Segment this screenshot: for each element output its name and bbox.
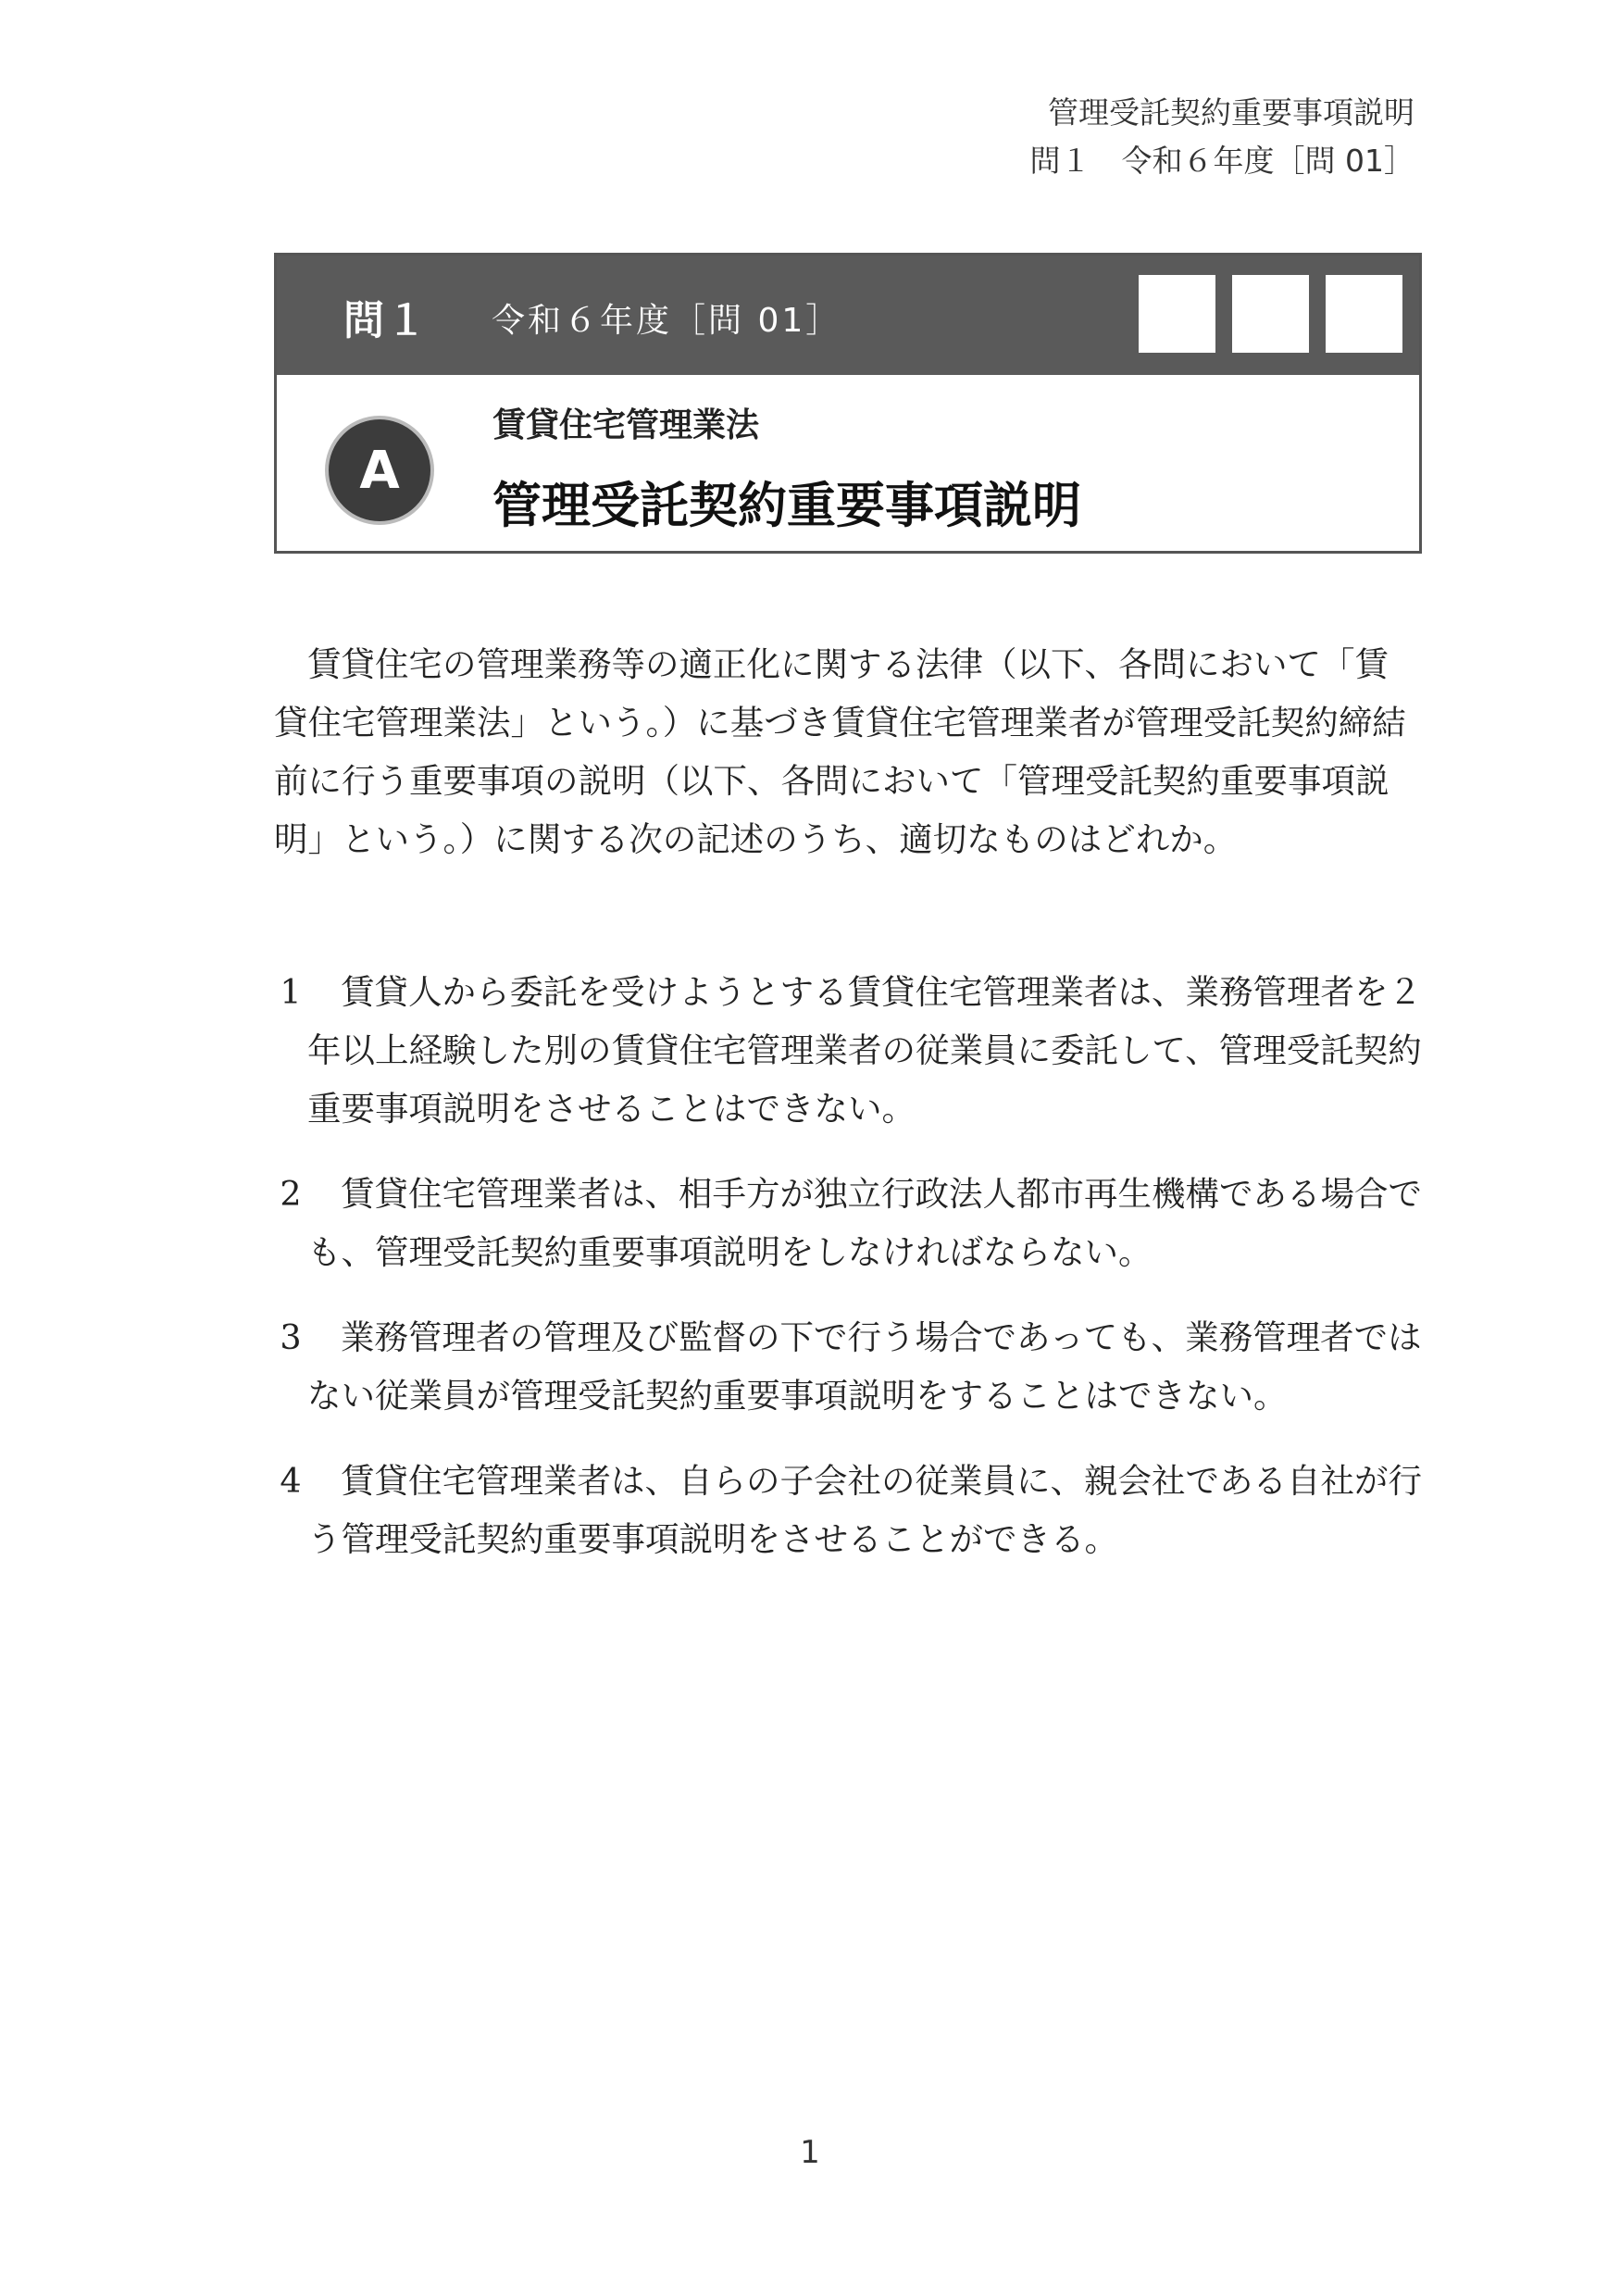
rank-badge: A (325, 416, 434, 525)
question-year: 令和６年度［問 01］ (492, 302, 842, 340)
question-number: 問１ (343, 297, 429, 344)
question-header-box (274, 253, 1422, 554)
choice-text: 賃貸人から委託を受けようとする賃貸住宅管理業者は、業務管理者を２年以上経験した別の賃貸住宅管理業者の従業員に委託して、管理受託契約重要事項説明をさせることはできない。 (307, 972, 1422, 1129)
page-number: 1 (800, 2134, 820, 2171)
running-header-topic: 管理受託契約重要事項説明 (1048, 94, 1414, 131)
choice-item-3[interactable] (274, 1308, 1422, 1425)
question-header-bar (277, 256, 1419, 375)
choice-number: 1 (280, 972, 302, 1012)
choice-item-2[interactable] (274, 1165, 1422, 1281)
choice-text: 業務管理者の管理及び監督の下で行う場合であっても、業務管理者ではない従業員が管理受託契約重要事項説明をすることはできない。 (307, 1317, 1422, 1416)
running-header (1030, 89, 1414, 185)
choice-text: 賃貸住宅管理業者は、相手方が独立行政法人都市再生機構である場合でも、管理受託契約重要事項説明をしなければならない。 (307, 1174, 1422, 1272)
choice-item-1[interactable] (274, 963, 1422, 1138)
question-stem: 賃貸住宅の管理業務等の適正化に関する法律（以下、各問において「賃貸住宅管理業法」という。）に基づき賃貸住宅管理業者が管理受託契約締結前に行う重要事項の説明（以下、各問において「管理受託契約重要事項説明」という。）に関する次の記述のうち、適切なものはどれか。 (274, 644, 1406, 859)
review-checkboxes (1139, 275, 1402, 353)
choice-item-4[interactable] (274, 1452, 1422, 1568)
choice-number: 2 (280, 1174, 302, 1214)
choice-number: 3 (280, 1317, 302, 1357)
choice-number: 4 (280, 1461, 302, 1501)
question-topic: 管理受託契約重要事項説明 (492, 478, 1081, 534)
question-category: 賃貸住宅管理業法 (492, 406, 760, 444)
choice-text: 賃貸住宅管理業者は、自らの子会社の従業員に、親会社である自社が行う管理受託契約重要事項説明をさせることができる。 (307, 1461, 1422, 1559)
review-checkbox-3[interactable] (1326, 275, 1402, 353)
review-checkbox-2[interactable] (1232, 275, 1309, 353)
choice-list (274, 963, 1422, 1595)
running-header-question: 問１ 令和６年度［問 01］ (1029, 143, 1414, 179)
review-checkbox-1[interactable] (1139, 275, 1215, 353)
